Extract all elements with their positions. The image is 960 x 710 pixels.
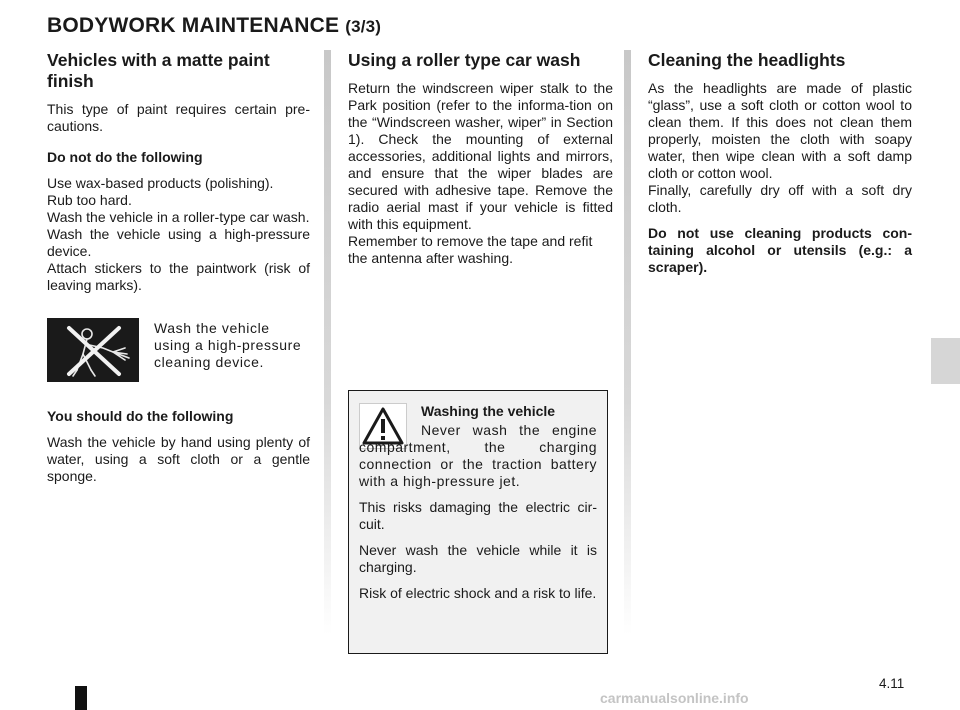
section-tab [931,338,960,384]
prohibition-icon-row [47,318,310,382]
dont-heading: Do not do the following [47,149,203,165]
headlights-text-2: Finally, carefully dry off with a soft dry cloth. [648,182,912,215]
watermark: carmanualsonline.info [600,690,749,706]
warning-title: Washing the vehicle [421,403,556,419]
icon-caption-line: using a high-pressure [154,337,302,353]
headlights-warning: Do not use cleaning products con-taining alcohol or utensils (e.g.: a scraper). [648,225,912,275]
matte-intro: This type of paint requires certain pre-cautions. [47,101,310,134]
dont-item: Use wax-based products (polishing). [47,175,274,191]
icon-caption-line: Wash the vehicle [154,320,270,336]
roller-text: Return the windscreen wiper stalk to the Park position (refer to the informa-tion on the “Windscreen washer, wiper” in Section 1). Check the mounting of external accessories, additional lights and mirrors, and ensure that the wiper blades are secured with adhesive tape. Remove the radio aerial mast if your vehicle is fitted with this equipment. [348,80,613,232]
dont-list [47,175,310,294]
headlights-section [648,50,912,285]
roller-text-2: Remember to remove the tape and refit the antenna after washing. [348,233,593,266]
icon-caption [154,318,301,371]
do-text: Wash the vehicle by hand using plenty of water, using a soft cloth or a gentle sponge. [47,434,310,484]
page-title [47,14,381,38]
crop-mark [75,686,87,710]
no-pressure-washer-icon [47,318,139,382]
page-number: 4.11 [879,676,905,691]
dont-item: Attach stickers to the paintwork (risk of leaving marks). [47,260,310,293]
headlights-heading: Cleaning the headlights [648,50,846,70]
column-divider-right [624,50,631,635]
warning-box [348,390,608,654]
do-heading: You should do the following [47,408,234,424]
page-title-suffix: (3/3) [345,17,382,36]
matte-heading: Vehicles with a matte paint finish [47,50,270,91]
dont-item: Wash the vehicle using a high-pressure device. [47,226,310,259]
roller-wash-section [348,50,613,276]
dont-item: Wash the vehicle in a roller-type car wash. [47,209,310,225]
warning-text-2: This risks damaging the electric cir-cuit. [359,499,597,532]
icon-caption-line: cleaning device. [154,354,264,370]
warning-text-1: Never wash the engine compartment, the charging connection or the traction battery with a high-pressure jet. [359,422,597,489]
page-title-text: BODYWORK MAINTENANCE [47,14,340,37]
column-divider-left [324,50,331,635]
headlights-text: As the headlights are made of plastic “glass”, use a soft cloth or cotton wool to clean them. If this does not clean them properly, moisten the cloth with soapy water, then wipe clean with a soft damp cloth or cotton wool. [648,80,912,181]
warning-text-4: Risk of electric shock and a risk to life. [359,585,597,601]
matte-paint-section [47,50,310,494]
dont-item: Rub too hard. [47,192,132,208]
roller-heading: Using a roller type car wash [348,50,581,70]
warning-text-3: Never wash the vehicle while it is charging. [359,542,597,575]
